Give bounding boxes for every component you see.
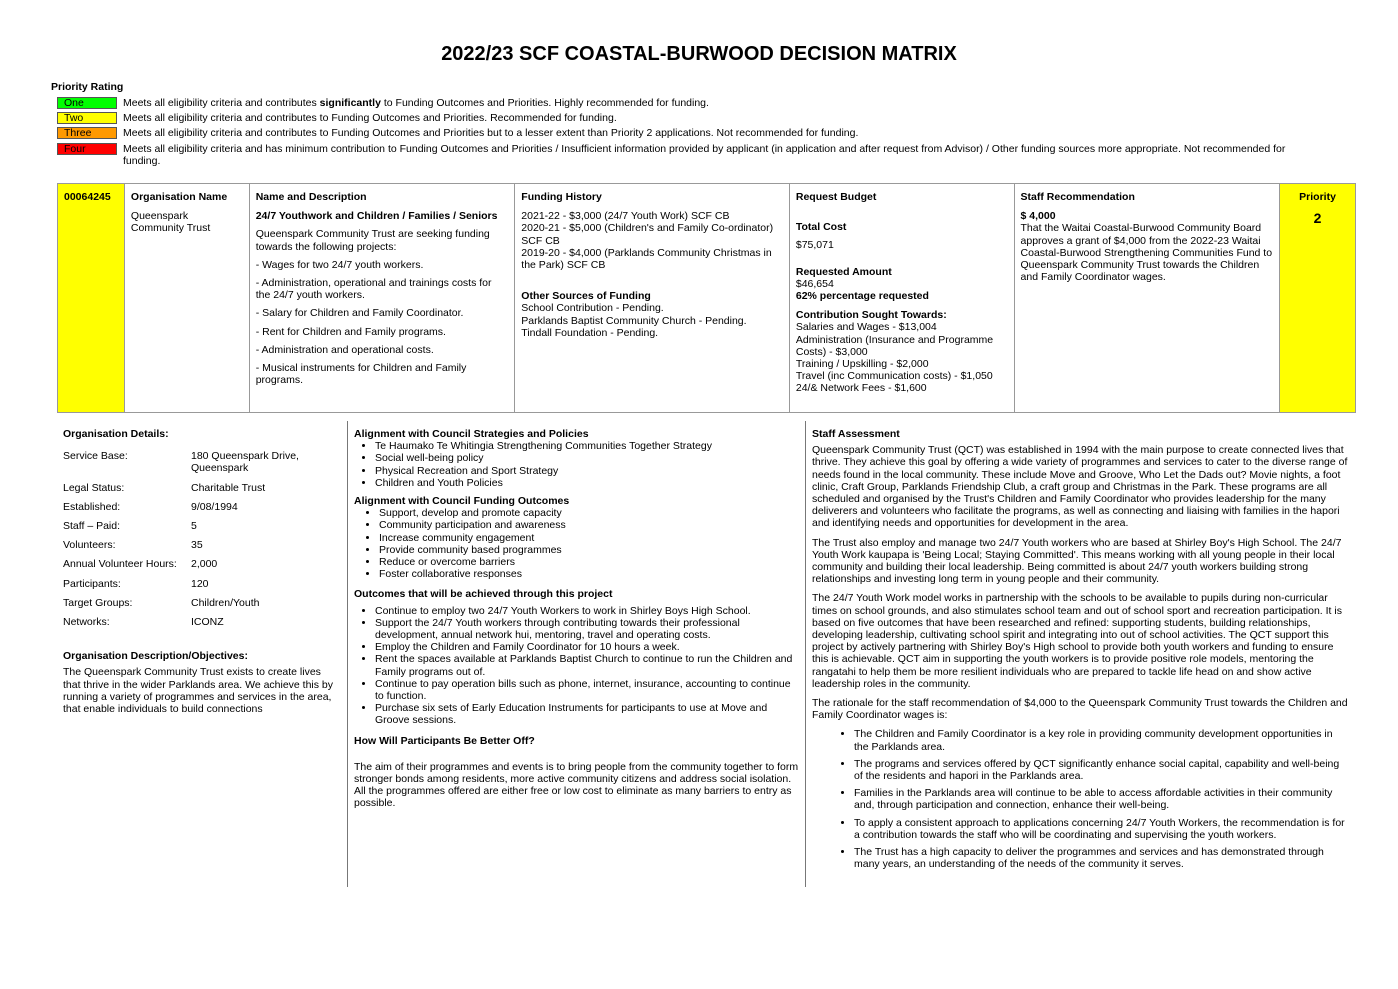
other-source-item: Tindall Foundation - Pending. bbox=[521, 326, 659, 339]
assessment-paragraph: The rationale for the staff recommendation of $4,000 to the Queenspark Community Trust towards the Children and Family Coordinator wages is: bbox=[812, 697, 1348, 722]
project-item: - Wages for two 24/7 youth workers. bbox=[255, 258, 424, 271]
alignment-panel bbox=[348, 421, 806, 887]
organisation-details-panel bbox=[57, 421, 348, 887]
staff-assessment-panel bbox=[806, 421, 1356, 887]
contribution-item: Administration (Insurance and Programme Costs) - $3,000 bbox=[795, 333, 994, 358]
staff-recommendation-cell bbox=[1015, 184, 1281, 412]
detail-row: Established: 9/08/1994 bbox=[63, 500, 238, 513]
detail-row: Annual Volunteer Hours: 2,000 bbox=[63, 558, 218, 571]
strategies-list bbox=[354, 440, 799, 489]
detail-row: Staff – Paid: 5 bbox=[63, 520, 197, 533]
requested-amount-value: $46,654 bbox=[795, 277, 834, 290]
requested-amount-label: Requested Amount bbox=[795, 265, 892, 278]
project-item: - Administration and operational costs. bbox=[255, 343, 434, 356]
list-item: • Reduce or overcome barriers bbox=[379, 556, 799, 568]
project-item: - Salary for Children and Family Coordinator. bbox=[255, 307, 464, 320]
priority-legend bbox=[57, 97, 1317, 170]
legend-swatch-four: Four bbox=[57, 143, 117, 155]
contribution-item: Travel (inc Communication costs) - $1,050 bbox=[795, 370, 993, 383]
list-item: • Support, develop and promote capacity bbox=[379, 507, 799, 519]
project-item: - Administration, operational and trainings costs for the 24/7 youth workers. bbox=[255, 277, 492, 302]
assessment-paragraph: Queenspark Community Trust (QCT) was established in 1994 with the main purpose to create connected lives that thrive. They achieve this goal by offering a wide variety of programmes and services to cater to the diverse range of needs found in the local community. These include Move and Groove, Who Let the Dads out? Movie nights, a foot clinic, Craft Group, Parklands Friendship Club, a craft group and Christmas in the Park. These programs are all scheduled and organised by the Trust's Children and Family Coordinator who provides leadership for the many deliverers and volunteers who facilitate the programs, as well as connecting and liaising with families in the hapori and identifying needs and opportunities for development in the area. bbox=[812, 444, 1348, 530]
funding-outcomes-header: Alignment with Council Funding Outcomes bbox=[354, 495, 570, 508]
detail-row: Volunteers: 35 bbox=[63, 539, 203, 552]
better-off-text: The aim of their programmes and events is to bring people from the community together to form stronger bonds among residents, more active community citizens and address social isolation. All the programmes offered are either free or low cost to eliminate as many barriers to entry as possible. bbox=[354, 760, 799, 810]
achieved-outcomes-list bbox=[354, 605, 799, 727]
list-item: • The programs and services offered by QCT significantly enhance social capital, capability and well-being of the residents and hapori in the Parklands area. bbox=[854, 758, 1350, 782]
total-cost-value: $75,071 bbox=[795, 239, 834, 252]
legend-text-four: Meets all eligibility criteria and has minimum contribution to Funding Outcomes and Priorities / Insufficient information provided by applicant (in application and after request from Advisor) / Other funding sources more appropriate. Not recommended for funding. bbox=[123, 142, 1286, 167]
list-item: • The Trust has a high capacity to deliver the programmes and services and has demonstrated through many years, an understanding of the needs of the community it serves. bbox=[854, 846, 1350, 870]
priority-rating-heading: Priority Rating bbox=[51, 81, 124, 93]
list-item: • Foster collaborative responses bbox=[379, 568, 799, 580]
detail-row: Participants: 120 bbox=[63, 577, 209, 590]
funding-history-item: 2021-22 - $3,000 (24/7 Youth Work) SCF CB bbox=[521, 210, 730, 223]
list-item: • Support the 24/7 Youth workers through contributing towards their professional development, annual network hui, mentoring, travel and operating costs. bbox=[375, 617, 799, 641]
staff-recommendation-header: Staff Recommendation bbox=[1020, 191, 1135, 203]
legend-text-three: Meets all eligibility criteria and contributes to Funding Outcomes and Priorities but to a lesser extent than Priority 2 applications. Not recommended for funding. bbox=[123, 127, 859, 140]
assessment-paragraph: The 24/7 Youth Work model works in partnership with the schools to be available to pupils during non-curricular times on school grounds, and also stimulates school team and out of school sport and recreation participation. It is based on five outcomes that have been researched and refined: supporting students, building relationships, developing leadership, cultivating school spirit and integrating into out of school activities. The QCT support this project by actively partnering with Shirley Boy's High school to provide both youth workers and funding to ensure this is achievable. QCT aim in supporting the youth workers is to provide positive role models, mentoring the rangatahi to help them be more resilient individuals who are prepared to tackle life head on and show active leadership roles in the community. bbox=[812, 592, 1342, 690]
organisation-name-cell bbox=[125, 184, 250, 412]
legend-row-four bbox=[57, 143, 1317, 167]
list-item: • Te Haumako Te Whitingia Strengthening Communities Together Strategy bbox=[375, 440, 799, 452]
list-item: • Continue to pay operation bills such as phone, internet, insurance, accounting to continue to function. bbox=[375, 678, 799, 702]
detail-row: Service Base: 180 Queenspark Drive, Queenspark bbox=[63, 450, 299, 475]
organisation-details-header: Organisation Details: bbox=[63, 428, 169, 440]
list-item: • Employ the Children and Family Coordinator for 10 hours a week. bbox=[375, 641, 799, 653]
list-item: • Rent the spaces available at Parklands Baptist Church to continue to run the Children and Family programs out of. bbox=[375, 653, 799, 677]
legend-row-one bbox=[57, 97, 1317, 109]
request-budget-header: Request Budget bbox=[795, 191, 877, 203]
legend-swatch-three: Three bbox=[57, 127, 117, 139]
other-sources-header: Other Sources of Funding bbox=[521, 290, 651, 303]
funding-outcomes-list bbox=[354, 507, 799, 580]
priority-cell bbox=[1280, 184, 1355, 412]
application-id-cell bbox=[58, 184, 125, 412]
funding-history-header: Funding History bbox=[521, 191, 602, 203]
better-off-header: How Will Participants Be Better Off? bbox=[354, 734, 535, 747]
organisation-description: The Queenspark Community Trust exists to create lives that thrive in the wider Parklands area. We achieve this by running a variety of programmes and services in the area, that enable individuals to build connections bbox=[63, 666, 334, 716]
contribution-item: 24/& Network Fees - $1,600 bbox=[795, 382, 927, 395]
project-intro: Queenspark Community Trust are seeking funding towards the following projects: bbox=[255, 228, 490, 253]
application-id: 00064245 bbox=[64, 191, 111, 203]
name-description-header: Name and Description bbox=[255, 191, 367, 203]
list-item: • Increase community engagement bbox=[379, 532, 799, 544]
staff-assessment-header: Staff Assessment bbox=[812, 428, 900, 440]
lower-section bbox=[57, 421, 1356, 887]
legend-row-three bbox=[57, 127, 1317, 139]
list-item: • Continue to employ two 24/7 Youth Workers to work in Shirley Boys High School. bbox=[375, 605, 799, 617]
detail-row: Networks: ICONZ bbox=[63, 616, 224, 629]
list-item: • To apply a consistent approach to applications concerning 24/7 Youth Workers, the recommendation is for a contribution towards the staff who will be coordinating and supervising the youth workers. bbox=[854, 817, 1350, 841]
list-item: • The Children and Family Coordinator is a key role in providing community development opportunities in the Parklands area. bbox=[854, 728, 1350, 752]
assessment-paragraph: The Trust also employ and manage two 24/7 Youth workers who are based at Shirley Boy's High School. The 24/7 Youth Work kaupapa is 'Being Local; Staying Committed'. This means working with all young people in their local community and building their local leadership. Being committed is about 24/7 youth workers building strong relationships and investing long term in young people and their community. bbox=[812, 536, 1342, 586]
organisation-description-header: Organisation Description/Objectives: bbox=[63, 650, 248, 663]
contribution-header: Contribution Sought Towards: bbox=[795, 309, 947, 322]
list-item: • Social well-being policy bbox=[375, 452, 799, 464]
legend-text-two: Meets all eligibility criteria and contributes to Funding Outcomes and Priorities. Recommended for funding. bbox=[123, 112, 617, 125]
funding-history-cell bbox=[515, 184, 790, 412]
detail-row: Target Groups: Children/Youth bbox=[63, 596, 260, 609]
list-item: • Provide community based programmes bbox=[379, 544, 799, 556]
achieved-outcomes-header: Outcomes that will be achieved through this project bbox=[354, 588, 613, 601]
organisation-name-header: Organisation Name bbox=[130, 191, 228, 203]
list-item: • Children and Youth Policies bbox=[375, 477, 799, 489]
list-item: • Community participation and awareness bbox=[379, 519, 799, 531]
total-cost-label: Total Cost bbox=[795, 221, 847, 234]
detail-row: Legal Status: Charitable Trust bbox=[63, 481, 266, 494]
legend-swatch-two: Two bbox=[57, 112, 117, 124]
funding-history-item: 2019-20 - $4,000 (Parklands Community Christmas in the Park) SCF CB bbox=[521, 246, 772, 272]
other-source-item: Parklands Baptist Community Church - Pending. bbox=[521, 314, 747, 327]
contribution-item: Training / Upskilling - $2,000 bbox=[795, 358, 929, 371]
legend-swatch-one: One bbox=[57, 97, 117, 109]
rationale-list bbox=[812, 728, 1350, 870]
organisation-name: Queenspark Community Trust bbox=[130, 210, 211, 235]
staff-recommendation-text: That the Waitai Coastal-Burwood Community Board approves a grant of $4,000 from the 2022-23 Waitai Coastal-Burwood Strengthening Communities Fund to Queenspark Community Trust towards the Children and Family Coordinator wages. bbox=[1020, 222, 1273, 284]
contribution-item: Salaries and Wages - $13,004 bbox=[795, 321, 937, 334]
list-item: • Purchase six sets of Early Education Instruments for participants to use at Move and Groove sessions. bbox=[375, 702, 799, 726]
strategies-header: Alignment with Council Strategies and Policies bbox=[354, 428, 589, 440]
name-description-cell bbox=[250, 184, 516, 412]
page-title: 2022/23 SCF COASTAL-BURWOOD DECISION MATRIX bbox=[441, 43, 957, 65]
other-source-item: School Contribution - Pending. bbox=[521, 302, 664, 315]
list-item: • Physical Recreation and Sport Strategy bbox=[375, 465, 799, 477]
project-title: 24/7 Youthwork and Children / Families / Seniors bbox=[255, 210, 498, 223]
project-item: - Rent for Children and Family programs. bbox=[255, 325, 446, 338]
funding-history-item: 2020-21 - $5,000 (Children's and Family Co-ordinator) SCF CB bbox=[521, 222, 774, 247]
decision-matrix-table bbox=[57, 183, 1356, 413]
list-item: • Families in the Parklands area will continue to be able to access affordable activities in their community and, through participation and connection, enhance their well-being. bbox=[854, 787, 1350, 811]
priority-header: Priority bbox=[1299, 191, 1336, 203]
legend-text-one: Meets all eligibility criteria and contributes significantly to Funding Outcomes and Priorities. Highly recommended for funding. bbox=[123, 97, 709, 109]
project-item: - Musical instruments for Children and Family programs. bbox=[255, 362, 467, 387]
priority-value: 2 bbox=[1313, 210, 1322, 227]
legend-row-two bbox=[57, 112, 1317, 124]
staff-recommendation-amount: $ 4,000 bbox=[1020, 210, 1056, 223]
request-budget-cell bbox=[790, 184, 1015, 412]
percentage-requested: 62% percentage requested bbox=[795, 290, 929, 303]
